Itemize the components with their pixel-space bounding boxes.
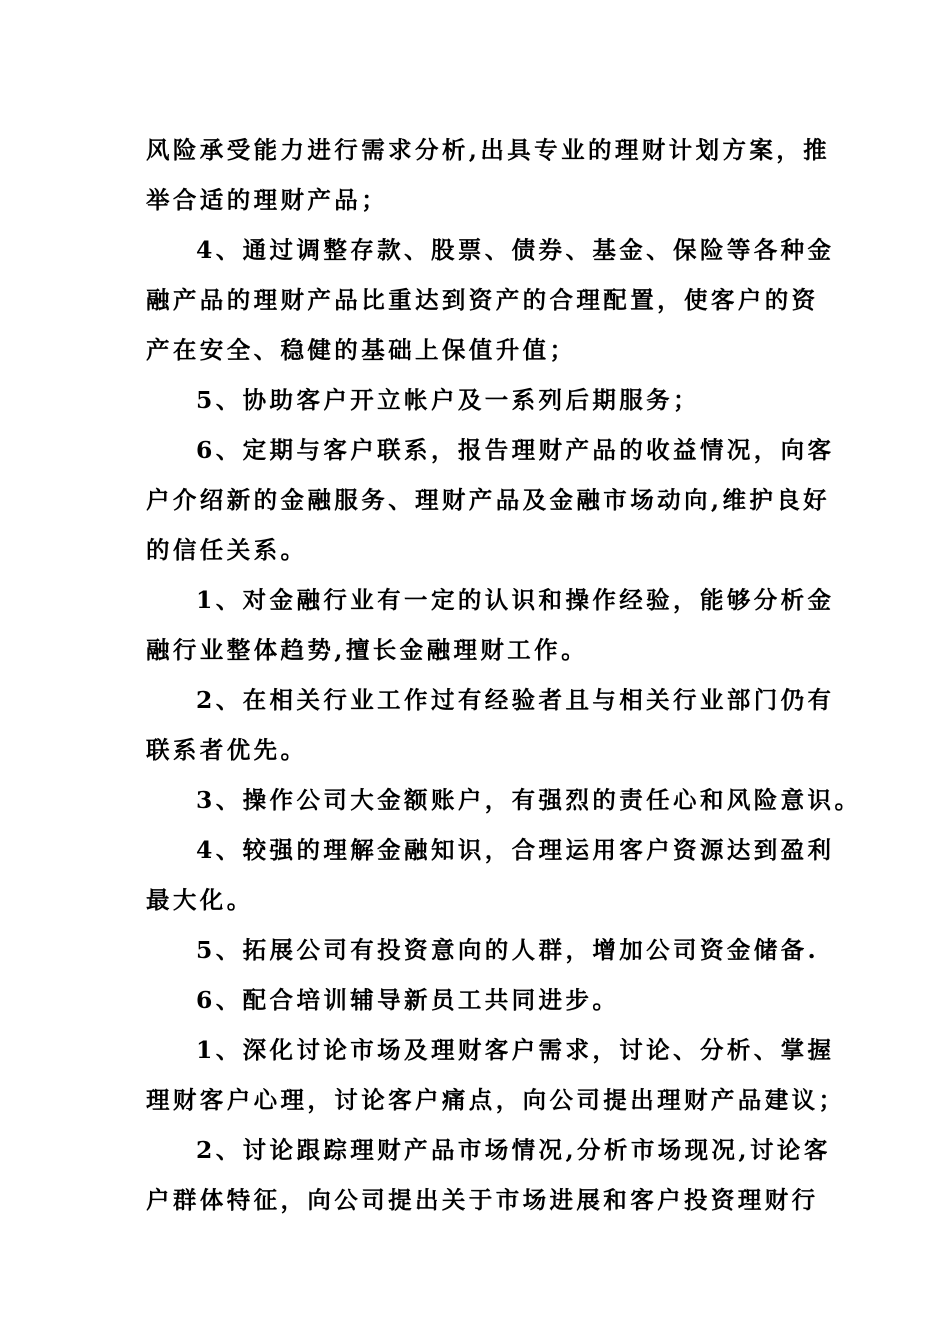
text-line: 4、通过调整存款、股票、债券、基金、保险等各种金 [196,236,835,264]
text-line: 3、操作公司大金额账户，有强烈的责任心和风险意识。 [196,786,862,814]
text-line: 1、对金融行业有一定的认识和操作经验，能够分析金 [196,586,835,614]
text-line: 的信任关系。 [146,536,308,564]
text-line: 举合适的理财产品； [146,186,389,214]
text-line: 户介绍新的金融服务、理财产品及金融市场动向,维护良好 [146,486,831,514]
text-line: 联系者优先。 [146,736,308,764]
text-line: 融产品的理财产品比重达到资产的合理配置，使客户的资 [146,286,819,314]
text-line: 5、拓展公司有投资意向的人群，增加公司资金储备. [196,936,820,964]
text-line: 4、较强的理解金融知识，合理运用客户资源达到盈利 [196,836,835,864]
text-line: 2、讨论跟踪理财产品市场情况,分析市场现况,讨论客 [196,1136,831,1164]
text-line: 2、在相关行业工作过有经验者且与相关行业部门仍有 [196,686,835,714]
text-line: 1、深化讨论市场及理财客户需求，讨论、分析、掌握 [196,1036,835,1064]
text-line: 6、定期与客户联系，报告理财产品的收益情况，向客 [196,436,835,464]
text-line: 户群体特征，向公司提出关于市场进展和客户投资理财行 [146,1186,819,1214]
text-line: 最大化。 [146,886,254,914]
text-line: 风险承受能力进行需求分析,出具专业的理财计划方案，推 [146,136,831,164]
text-line: 理财客户心理，讨论客户痛点，向公司提出理财产品建议； [146,1086,846,1114]
text-line: 产在安全、稳健的基础上保值升值； [146,336,577,364]
text-line: 5、协助客户开立帐户及一系列后期服务； [196,386,700,414]
text-line: 6、配合培训辅导新员工共同进步。 [196,986,620,1014]
text-line: 融行业整体趋势,擅长金融理财工作。 [146,636,588,664]
